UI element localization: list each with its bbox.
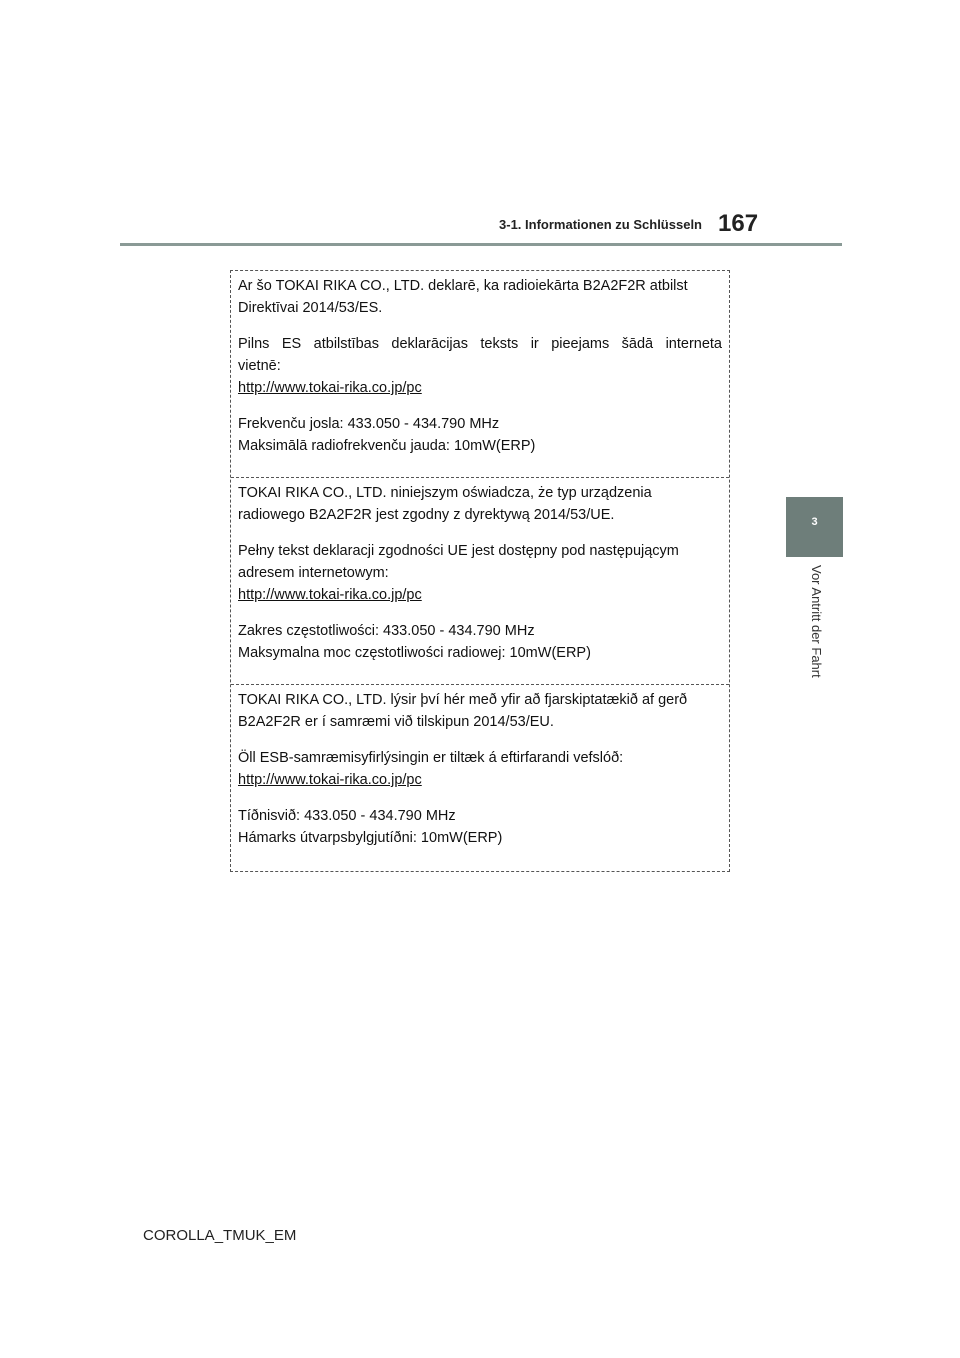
- frequency-band: Frekvenču josla: 433.050 - 434.790 MHz: [238, 416, 500, 432]
- page-number: 167: [718, 210, 759, 237]
- frequency-band: Zakres częstotliwości: 433.050 - 434.790 MHz: [238, 623, 535, 639]
- max-power: Maksimālā radiofrekvenču jauda: 10mW(ERP): [238, 438, 536, 454]
- statement-line: Ar šo TOKAI RIKA CO., LTD. deklarē, ka radioiekārta B2A2F2R atbilst: [238, 278, 688, 294]
- declaration-box: [230, 270, 730, 872]
- max-power: Hámarks útvarpsbylgjutíðni: 10mW(ERP): [238, 830, 503, 846]
- chapter-number: 3: [811, 516, 818, 528]
- header-rule: [120, 243, 842, 246]
- fulltext-line: Pilns ES atbilstības deklarācijas teksts ir pieejams šādā interneta: [238, 336, 722, 352]
- max-power: Maksymalna moc częstotliwości radiowej: 10mW(ERP): [238, 645, 591, 661]
- chapter-side-tab: [786, 497, 843, 557]
- declaration-url-link[interactable]: http://www.tokai-rika.co.jp/pc: [238, 587, 422, 603]
- fulltext-line: Pełny tekst deklaracji zgodności UE jest dostępny pod następującym: [238, 543, 679, 559]
- statement-line: B2A2F2R er í samræmi við tilskipun 2014/53/EU.: [238, 714, 554, 730]
- statement-line: radiowego B2A2F2R jest zgodny z dyrektywą 2014/53/UE.: [238, 507, 615, 523]
- statement-line: TOKAI RIKA CO., LTD. niniejszym oświadcza, że typ urządzenia: [238, 485, 652, 501]
- statement-line: TOKAI RIKA CO., LTD. lýsir því hér með yfir að fjarskiptatækið af gerð: [238, 692, 688, 708]
- declaration-polish: [231, 477, 729, 684]
- declaration-url-link[interactable]: http://www.tokai-rika.co.jp/pc: [238, 772, 422, 788]
- chapter-side-label: Vor Antritt der Fahrt: [809, 565, 824, 678]
- declaration-icelandic: [231, 684, 729, 871]
- statement-line: Direktīvai 2014/53/ES.: [238, 300, 383, 316]
- declaration-latvian: [231, 271, 729, 477]
- fulltext-line: Öll ESB-samræmisyfirlýsingin er tiltæk á eftirfarandi vefslóð:: [238, 750, 624, 766]
- fulltext-line: adresem internetowym:: [238, 565, 389, 581]
- footer-document-code: COROLLA_TMUK_EM: [143, 1227, 297, 1244]
- frequency-band: Tíðnisvið: 433.050 - 434.790 MHz: [238, 808, 456, 824]
- fulltext-line: vietnē:: [238, 358, 281, 374]
- declaration-url-link[interactable]: http://www.tokai-rika.co.jp/pc: [238, 380, 422, 396]
- header-section-title: 3-1. Informationen zu Schlüsseln: [499, 217, 702, 232]
